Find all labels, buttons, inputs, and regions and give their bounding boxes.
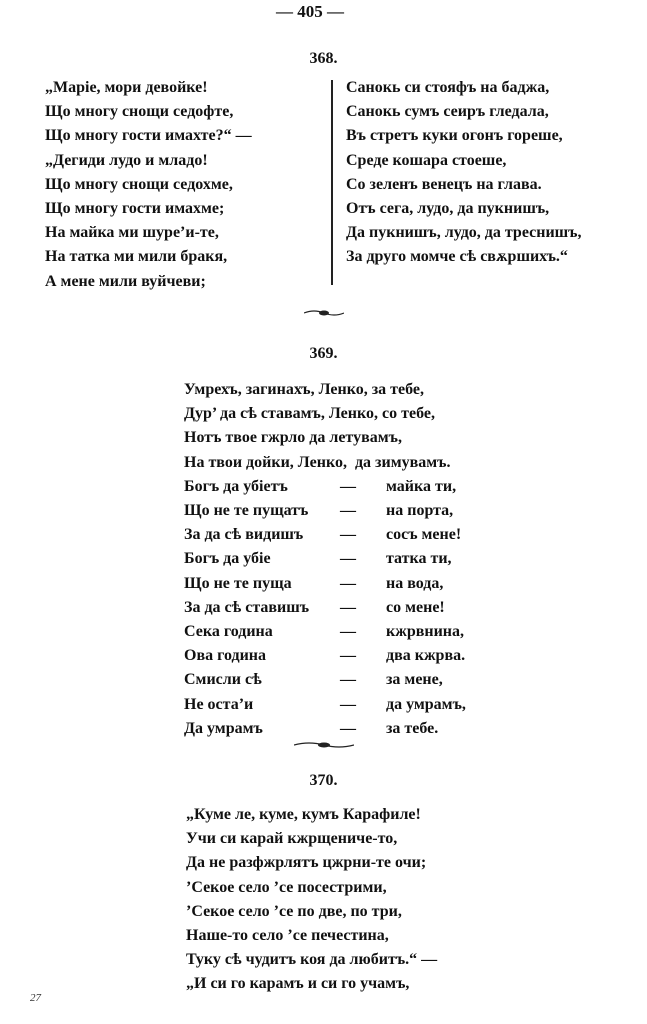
verse-line: На майка ми шуре’и-те, xyxy=(45,224,219,242)
verse-line: Санокь сумъ сеиръ гледала, xyxy=(346,103,549,121)
verse-line: „Куме ле, куме, кумъ Карафиле! xyxy=(186,806,421,823)
verse-row xyxy=(184,670,443,690)
verse-line-end: со мене! xyxy=(386,598,445,616)
verse-line: „Маріе, мори девойке! xyxy=(45,79,208,96)
verse-line-end: сосъ мене! xyxy=(386,526,462,544)
verse-line-start: За да сѣ ставишъ xyxy=(184,598,310,616)
verse-line: Що многу снощи седофте, xyxy=(45,103,234,121)
verse-line-start: Що не те пуща xyxy=(184,574,292,592)
verse-line-start: Да умрамъ xyxy=(184,719,263,737)
verse-line-end: татка ти, xyxy=(386,550,452,568)
verse-dash: — xyxy=(340,671,356,689)
verse-line: Въ стретъ куки огонъ гореше, xyxy=(346,127,563,145)
verse-line-start: Смисли сѣ xyxy=(184,671,262,689)
verse-line: На татка ми мили бракя, xyxy=(45,248,228,266)
verse-dash: — xyxy=(340,477,356,495)
verse-line-end: на вода, xyxy=(386,574,444,592)
verse-dash: — xyxy=(340,623,356,640)
verse-line-end: на порта, xyxy=(386,502,454,519)
verse-dash: — xyxy=(340,647,356,665)
verse-row xyxy=(184,549,452,569)
verse-line: Санокь си стояфъ на баджа, xyxy=(346,79,550,96)
column-divider xyxy=(331,80,333,285)
verse-line: Учи си карай кжрщениче-то, xyxy=(186,830,398,848)
verse-row xyxy=(184,501,453,521)
verse-line: „И си го карамъ и си го учамъ, xyxy=(186,975,410,993)
verse-line-start: Богъ да убіетъ xyxy=(184,477,288,495)
verse-row xyxy=(184,477,456,497)
verse-row xyxy=(184,622,464,642)
verse-row xyxy=(184,695,466,715)
verse-dash: — xyxy=(340,502,356,519)
verse-line-start: Що не те пущатъ xyxy=(184,502,309,519)
verse-line: „Дегиди лудо и младо! xyxy=(45,151,208,169)
song-number-368: 368. xyxy=(309,50,338,67)
verse-dash: — xyxy=(340,550,356,568)
verse-line-start: Не оста’и xyxy=(184,695,254,713)
verse-line: Со зеленъ венецъ на глава. xyxy=(346,175,542,193)
verse-line-end: да умрамъ, xyxy=(386,695,466,713)
verse-dash: — xyxy=(340,598,356,616)
verse-line: Отъ сега, лудо, да пукнишъ, xyxy=(346,200,550,217)
verse-line: Що многу снощи седохме, xyxy=(45,175,233,193)
verse-dash: — xyxy=(340,719,356,737)
ornament-divider-icon xyxy=(0,739,647,754)
verse-line: Нотъ твое гжрло да летувамъ, xyxy=(184,429,402,447)
verse-line: Що многу гости имахме; xyxy=(45,200,225,217)
verse-line-end: кжрвнина, xyxy=(386,623,465,640)
verse-line: ’Секое село ’се посестрими, xyxy=(186,878,387,896)
verse-line-end: за мене, xyxy=(386,671,443,689)
verse-line: Наше-то село ’се печестина, xyxy=(186,927,389,944)
verse-line-start: Ова година xyxy=(184,647,267,665)
verse-row xyxy=(184,598,445,618)
verse-row xyxy=(184,719,438,739)
verse-dash: — xyxy=(340,526,356,544)
verse-line-end: за тебе. xyxy=(386,719,439,737)
verse-line-end: два кжрва. xyxy=(386,647,466,665)
verse-row xyxy=(184,646,465,666)
verse-line: На твои дойки, Ленко, да зимувамъ. xyxy=(184,453,451,471)
verse-line: Умрехъ, загинахъ, Ленко, за тебе, xyxy=(184,381,424,398)
page-number: — 405 — xyxy=(276,2,344,21)
ornament-divider-icon xyxy=(0,307,647,322)
verse-line: ’Секое село ’се по две, по три, xyxy=(186,902,402,920)
verse-line-end: майка ти, xyxy=(386,477,457,495)
verse-line: Дур’ да сѣ ставамъ, Ленко, со тебе, xyxy=(184,405,435,423)
verse-line: Да пукнишъ, лудо, да треснишъ, xyxy=(346,224,582,242)
verse-line: Среде кошара стоеше, xyxy=(346,151,507,169)
verse-row xyxy=(184,574,443,594)
footer-signature-mark: 27 xyxy=(30,992,41,1004)
verse-dash: — xyxy=(340,574,356,592)
verse-dash: — xyxy=(340,695,356,713)
song-number-370: 370. xyxy=(309,772,338,789)
verse-line-start: Богъ да убіе xyxy=(184,550,271,568)
verse-line-start: За да сѣ видишъ xyxy=(184,526,304,544)
song-number-369: 369. xyxy=(309,345,338,362)
verse-line: Да не разфжрлятъ цжрни-те очи; xyxy=(186,854,427,872)
verse-row xyxy=(184,525,461,545)
verse-line: А мене мили вуйчеви; xyxy=(45,272,206,290)
verse-line: За друго момче сѣ свѫршихъ.“ xyxy=(346,248,568,266)
verse-line: Що многу гости имахте?“ — xyxy=(45,127,252,145)
verse-line: Туку сѣ чудитъ коя да любитъ.“ — xyxy=(186,951,438,969)
verse-line-start: Сека година xyxy=(184,623,273,640)
